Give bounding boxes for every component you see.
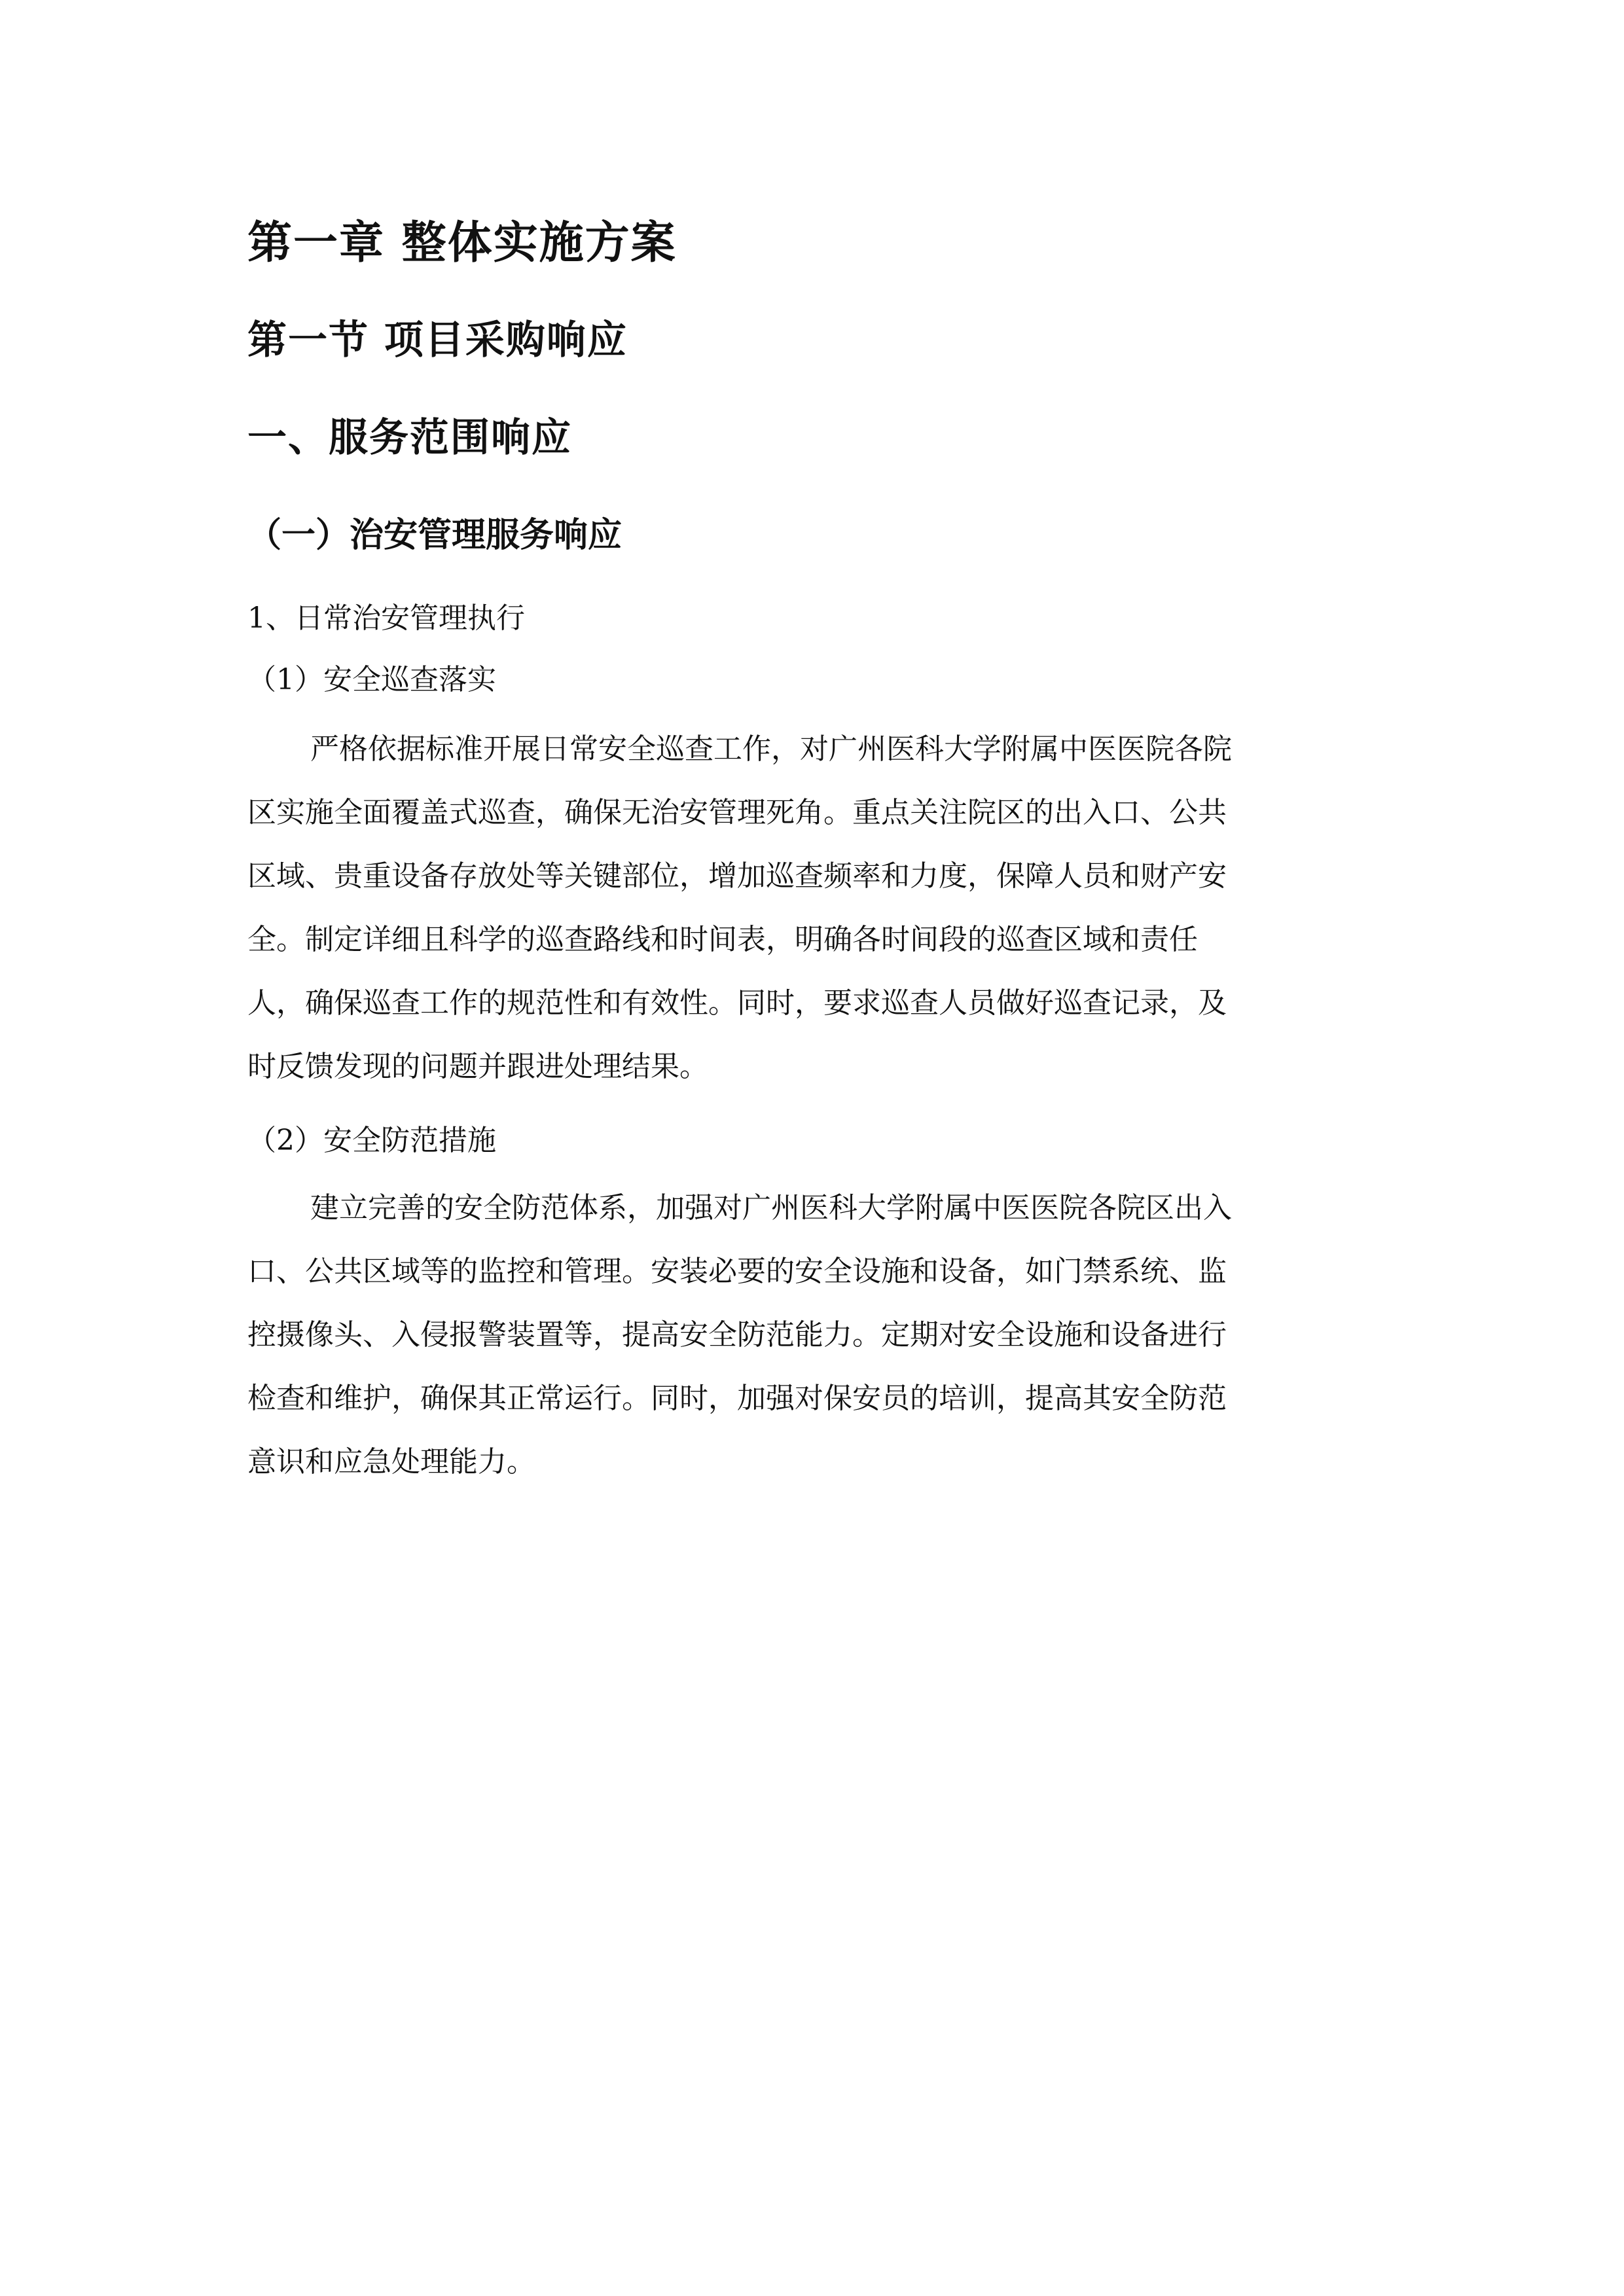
paragraph-line: 区实施全面覆盖式巡查，确保无治安管理死角。重点关注院区的出入口、公共 xyxy=(247,796,1227,829)
subsection-title: 一、服务范围响应 xyxy=(247,415,572,461)
part-title: （一）治安管理服务响应 xyxy=(247,515,623,555)
paragraph-line: 口、公共区域等的监控和管理。安装必要的安全设施和设备，如门禁系统、监 xyxy=(247,1255,1227,1288)
subitem-title-1: （1）安全巡查落实 xyxy=(247,663,496,696)
paragraph-patrol xyxy=(247,717,1377,1098)
item-title: 1、日常治安管理执行 xyxy=(247,601,525,635)
paragraph-line: 建立完善的安全防范体系，加强对广州医科大学附属中医医院各院区出入 xyxy=(310,1191,1232,1225)
section-title: 第一节 项目采购响应 xyxy=(247,317,628,363)
paragraph-line: 全。制定详细且科学的巡查路线和时间表，明确各时间段的巡查区域和责任 xyxy=(247,923,1198,956)
paragraph-line: 时反馈发现的问题并跟进处理结果。 xyxy=(247,1050,708,1083)
paragraph-line: 检查和维护，确保其正常运行。同时，加强对保安员的培训，提高其安全防范 xyxy=(247,1382,1227,1415)
chapter-title: 第一章 整体实施方案 xyxy=(247,217,677,269)
paragraph-line: 控摄像头、入侵报警装置等，提高安全防范能力。定期对安全设施和设备进行 xyxy=(247,1318,1227,1352)
paragraph-line: 人，确保巡查工作的规范性和有效性。同时，要求巡查人员做好巡查记录，及 xyxy=(247,986,1227,1020)
subitem-title-2: （2）安全防范措施 xyxy=(247,1124,496,1157)
paragraph-line: 区域、贵重设备存放处等关键部位，增加巡查频率和力度，保障人员和财产安 xyxy=(247,859,1227,893)
paragraph-prevention xyxy=(247,1176,1377,1494)
paragraph-line: 严格依据标准开展日常安全巡查工作，对广州医科大学附属中医医院各院 xyxy=(310,732,1232,766)
paragraph-line: 意识和应急处理能力。 xyxy=(247,1445,535,1479)
